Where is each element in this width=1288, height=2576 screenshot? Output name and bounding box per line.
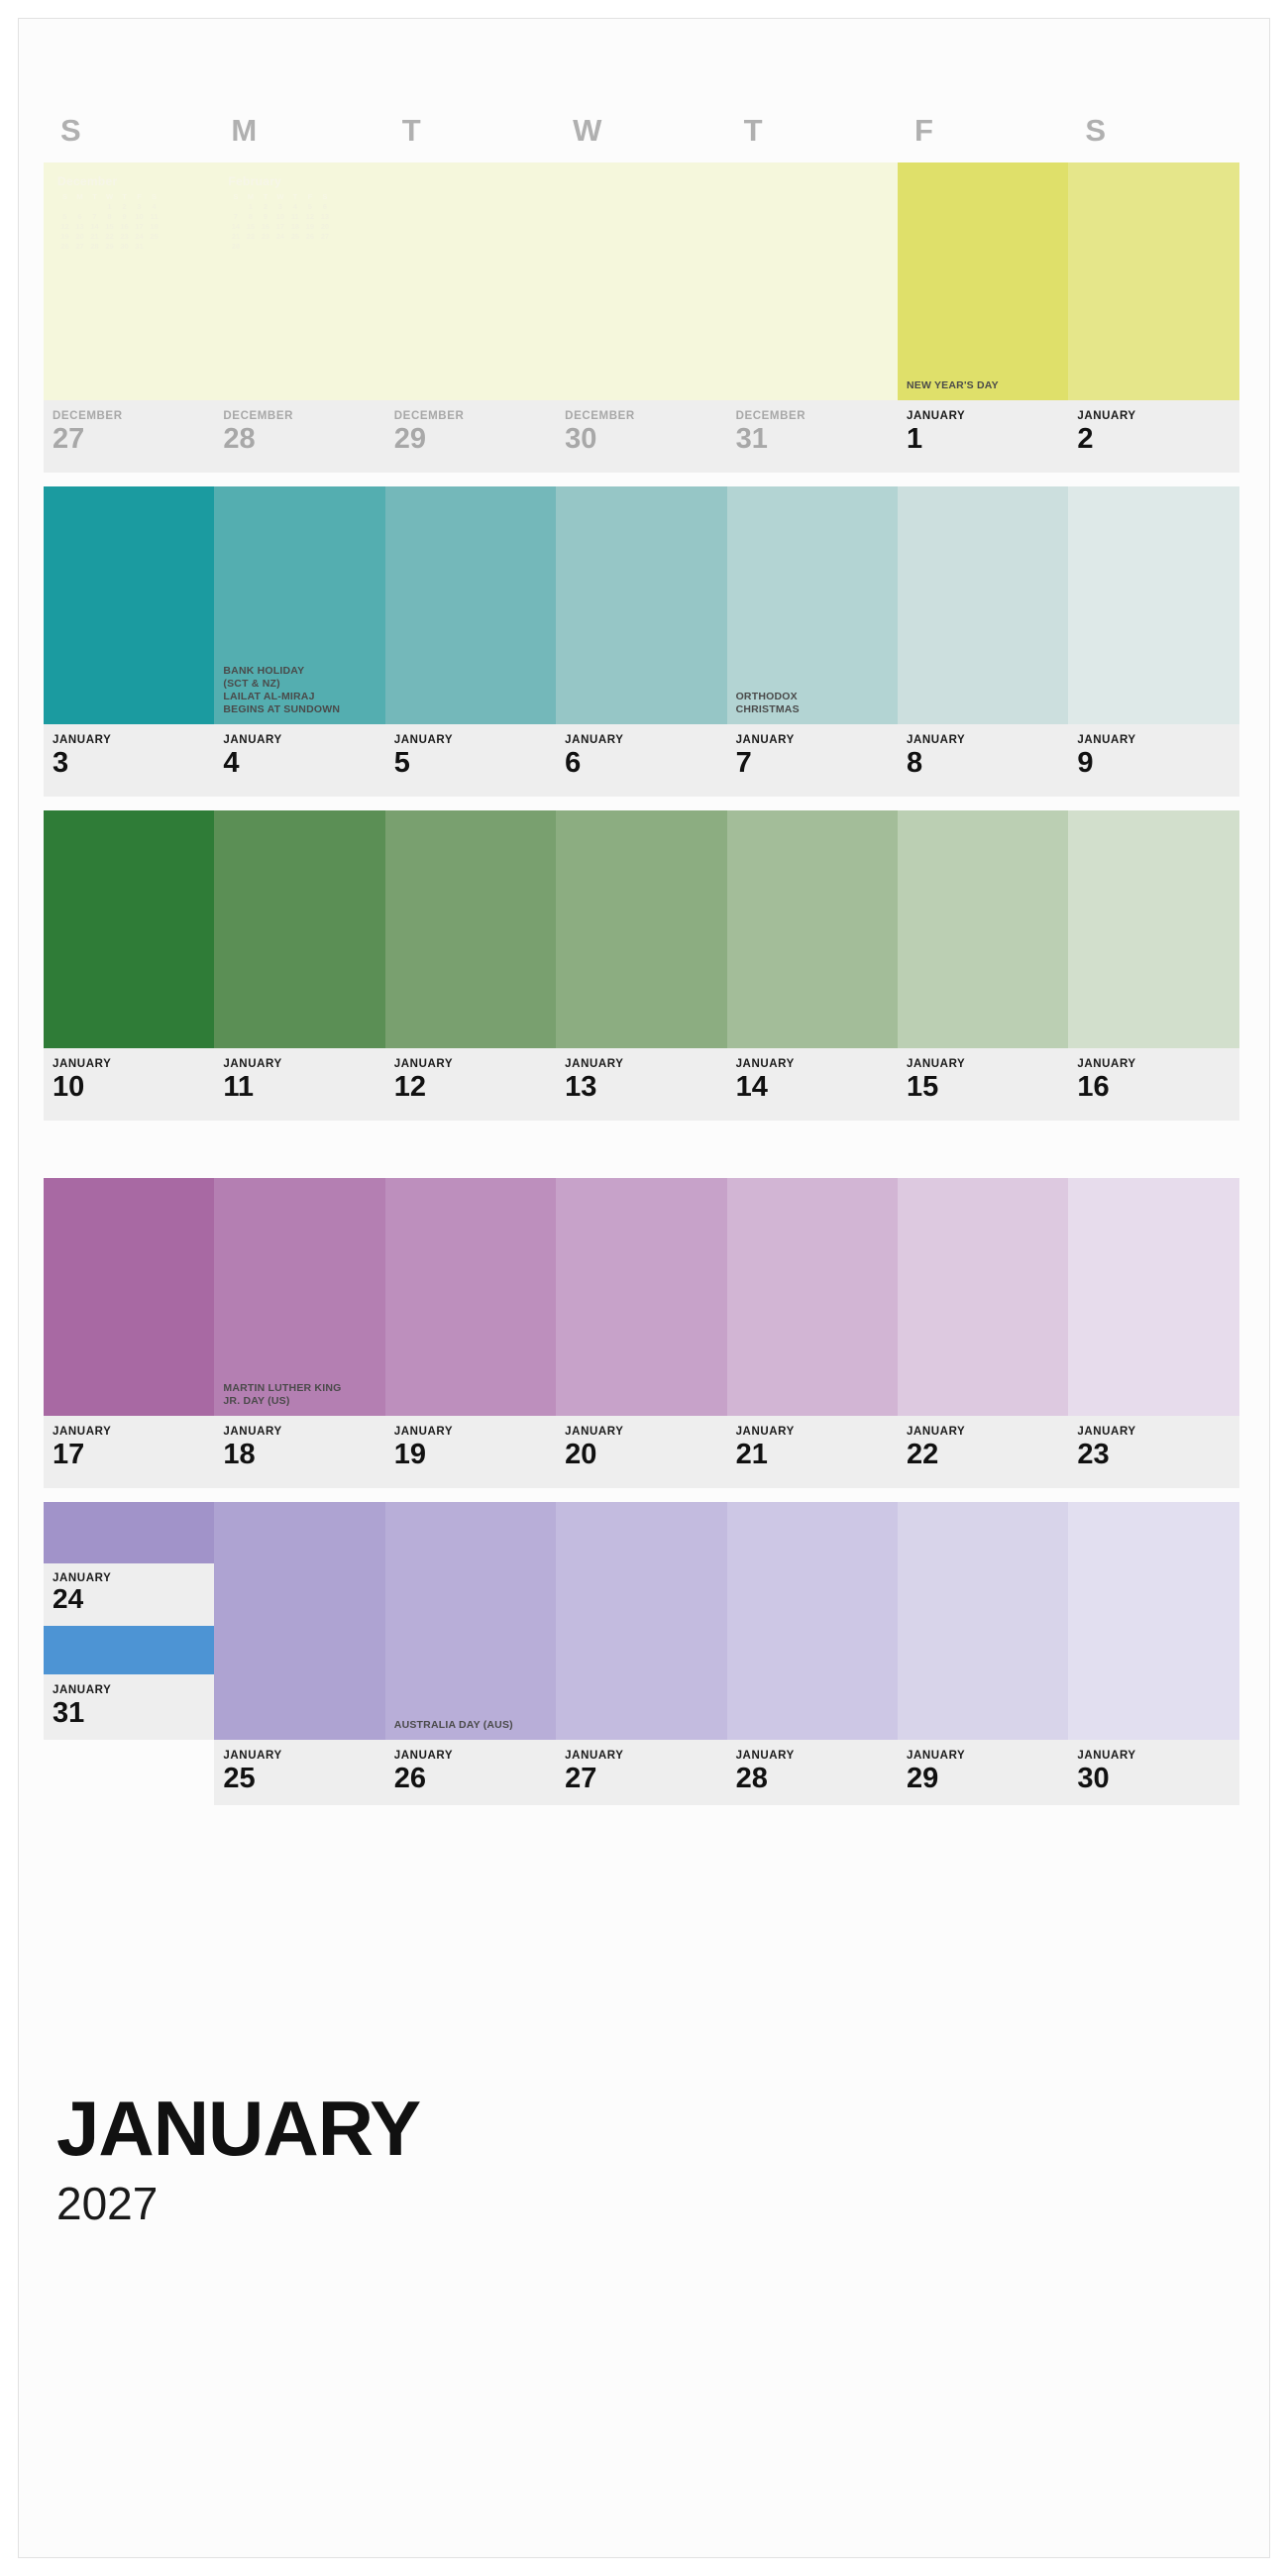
day-color-swatch bbox=[898, 1502, 1068, 1740]
calendar-week-row bbox=[44, 810, 1239, 1121]
calendar-day-cell[interactable] bbox=[556, 162, 726, 473]
mini-day: 19 bbox=[60, 232, 69, 242]
day-label bbox=[385, 1740, 556, 1805]
calendar-page bbox=[18, 18, 1270, 2558]
day-month-name: JANUARY bbox=[393, 1750, 454, 1762]
day-color-swatch bbox=[898, 162, 1068, 400]
day-event-text: ORTHODOX CHRISTMAS bbox=[735, 690, 800, 715]
day-color-swatch-31 bbox=[44, 1626, 214, 1674]
day-number: 20 bbox=[565, 1438, 597, 1470]
mini-day: 9 bbox=[122, 212, 127, 222]
day-label bbox=[44, 400, 214, 473]
mini-day: 22 bbox=[246, 232, 256, 242]
day-number: 29 bbox=[906, 1762, 939, 1794]
day-month-name: JANUARY bbox=[906, 1058, 966, 1070]
mini-day: 15 bbox=[105, 222, 114, 232]
mini-dow: T bbox=[263, 192, 268, 202]
day-number: 28 bbox=[223, 422, 256, 455]
calendar-day-cell[interactable] bbox=[214, 810, 384, 1121]
day-number: 24 bbox=[53, 1583, 84, 1614]
day-color-swatch bbox=[385, 1178, 556, 1416]
day-color-swatch bbox=[385, 162, 556, 400]
day-number: 31 bbox=[735, 422, 768, 455]
day-label bbox=[385, 1048, 556, 1121]
day-number: 10 bbox=[53, 1070, 85, 1103]
day-month-name: DECEMBER bbox=[223, 410, 294, 422]
day-number: 25 bbox=[223, 1762, 256, 1794]
day-month-name: JANUARY bbox=[735, 1426, 795, 1438]
day-color-swatch bbox=[214, 1178, 384, 1416]
month-year: 2027 bbox=[56, 2178, 159, 2229]
day-color-swatch bbox=[727, 810, 898, 1048]
mini-dow: T bbox=[92, 192, 97, 202]
day-label bbox=[214, 724, 384, 797]
day-label bbox=[214, 1416, 384, 1488]
mini-day: 21 bbox=[231, 232, 241, 242]
day-number: 30 bbox=[1077, 1762, 1110, 1794]
mini-day: 3 bbox=[277, 202, 282, 212]
day-label bbox=[1068, 400, 1238, 473]
day-number: 29 bbox=[393, 422, 427, 455]
calendar-week-row bbox=[44, 162, 1239, 473]
calendar-day-cell[interactable] bbox=[1068, 486, 1238, 797]
day-label bbox=[898, 1740, 1068, 1805]
day-number: 22 bbox=[906, 1438, 939, 1470]
calendar-day-cell[interactable] bbox=[44, 162, 214, 473]
weekday-header-0: S bbox=[60, 113, 82, 148]
day-month-name: JANUARY bbox=[906, 734, 966, 746]
day-color-swatch bbox=[1068, 1502, 1238, 1740]
mini-day: 1 bbox=[248, 202, 253, 212]
calendar-day-cell[interactable] bbox=[556, 486, 726, 797]
day-number: 2 bbox=[1077, 422, 1094, 455]
day-month-name: JANUARY bbox=[223, 1058, 282, 1070]
day-number: 12 bbox=[393, 1070, 427, 1103]
calendar-day-cell[interactable] bbox=[727, 162, 898, 473]
day-label bbox=[214, 1740, 384, 1805]
day-month-name: JANUARY bbox=[735, 734, 795, 746]
day-event-text: MARTIN LUTHER KING JR. DAY (US) bbox=[223, 1381, 342, 1407]
calendar-day-cell[interactable] bbox=[1068, 162, 1238, 473]
mini-day: 3 bbox=[137, 202, 142, 212]
day-number: 30 bbox=[565, 422, 597, 455]
day-month-name: JANUARY bbox=[53, 1426, 112, 1438]
day-color-swatch bbox=[898, 1178, 1068, 1416]
day-month-name: JANUARY bbox=[565, 734, 624, 746]
mini-day: 2 bbox=[122, 202, 127, 212]
day-color-swatch bbox=[44, 1178, 214, 1416]
mini-day: 9 bbox=[263, 212, 268, 222]
day-month-name: DECEMBER bbox=[565, 410, 635, 422]
day-color-swatch bbox=[214, 486, 384, 724]
day-number: 27 bbox=[565, 1762, 597, 1794]
mini-calendar-december bbox=[57, 174, 186, 252]
day-month-name: JANUARY bbox=[53, 1572, 112, 1584]
day-month-name: JANUARY bbox=[53, 1684, 112, 1696]
mini-day: 18 bbox=[150, 222, 159, 232]
mini-dow: S bbox=[322, 192, 328, 202]
mini-dow: S bbox=[151, 192, 157, 202]
mini-day: 18 bbox=[290, 222, 300, 232]
day-label bbox=[727, 1416, 898, 1488]
mini-calendar-february bbox=[228, 174, 357, 252]
mini-day: 17 bbox=[135, 222, 144, 232]
calendar-day-cell[interactable] bbox=[385, 1178, 556, 1488]
mini-day: 10 bbox=[275, 212, 285, 222]
mini-day: 19 bbox=[305, 222, 315, 232]
day-month-name: JANUARY bbox=[906, 410, 966, 422]
day-number: 11 bbox=[223, 1070, 255, 1103]
day-color-swatch bbox=[727, 162, 898, 400]
day-month-name: DECEMBER bbox=[735, 410, 806, 422]
day-month-name: JANUARY bbox=[565, 1426, 624, 1438]
day-month-name: JANUARY bbox=[906, 1426, 966, 1438]
mini-day bbox=[87, 202, 102, 212]
day-color-swatch bbox=[385, 1502, 556, 1740]
mini-day: 24 bbox=[135, 232, 144, 242]
calendar-grid bbox=[44, 113, 1239, 1819]
mini-dow: F bbox=[137, 192, 142, 202]
day-label bbox=[556, 400, 726, 473]
mini-dow: S bbox=[61, 192, 67, 202]
day-label bbox=[44, 1048, 214, 1121]
day-event-text: NEW YEAR'S DAY bbox=[906, 378, 999, 391]
day-month-name: JANUARY bbox=[735, 1750, 795, 1762]
day-color-swatch bbox=[214, 1502, 384, 1740]
mini-day bbox=[57, 202, 72, 212]
mini-calendar-title: February bbox=[228, 174, 282, 188]
calendar-week-row-last bbox=[44, 1502, 1239, 1805]
day-number: 4 bbox=[223, 746, 240, 779]
day-number: 5 bbox=[393, 746, 410, 779]
mini-day: 13 bbox=[75, 222, 84, 232]
day-color-swatch bbox=[1068, 1178, 1238, 1416]
day-month-name: JANUARY bbox=[393, 734, 454, 746]
mini-day bbox=[287, 242, 302, 252]
day-month-name: JANUARY bbox=[565, 1058, 624, 1070]
calendar-day-cell[interactable] bbox=[727, 810, 898, 1121]
day-month-name: JANUARY bbox=[735, 1058, 795, 1070]
mini-day: 23 bbox=[120, 232, 129, 242]
mini-day bbox=[147, 242, 161, 252]
day-color-swatch bbox=[556, 162, 726, 400]
month-footer bbox=[56, 2085, 421, 2229]
mini-day: 5 bbox=[307, 202, 312, 212]
day-color-swatch bbox=[214, 810, 384, 1048]
mini-day bbox=[258, 242, 272, 252]
calendar-day-cell[interactable] bbox=[214, 1502, 384, 1805]
day-color-swatch bbox=[385, 486, 556, 724]
calendar-week-row bbox=[44, 1178, 1239, 1488]
day-month-name: JANUARY bbox=[906, 1750, 966, 1762]
calendar-day-cell[interactable] bbox=[898, 486, 1068, 797]
calendar-day-cell[interactable] bbox=[727, 486, 898, 797]
mini-day: 8 bbox=[107, 212, 112, 222]
day-number: 18 bbox=[223, 1438, 256, 1470]
calendar-day-cell[interactable] bbox=[385, 162, 556, 473]
weekday-header-6: S bbox=[1085, 113, 1107, 148]
day-number: 21 bbox=[735, 1438, 768, 1470]
mini-day: 4 bbox=[152, 202, 157, 212]
day-label bbox=[556, 1416, 726, 1488]
day-label bbox=[1068, 1416, 1238, 1488]
mini-dow: M bbox=[247, 192, 255, 202]
calendar-weeks bbox=[44, 162, 1239, 1805]
day-month-name: DECEMBER bbox=[53, 410, 123, 422]
day-label bbox=[898, 724, 1068, 797]
day-label bbox=[727, 400, 898, 473]
mini-day: 10 bbox=[135, 212, 144, 222]
day-label bbox=[556, 724, 726, 797]
day-label bbox=[1068, 724, 1238, 797]
mini-day: 25 bbox=[150, 232, 159, 242]
mini-day: 30 bbox=[120, 242, 129, 252]
mini-day: 27 bbox=[320, 232, 330, 242]
day-month-name: JANUARY bbox=[565, 1750, 624, 1762]
mini-day: 15 bbox=[246, 222, 256, 232]
mini-dow: S bbox=[233, 192, 239, 202]
mini-dow: T bbox=[292, 192, 298, 202]
mini-day bbox=[272, 242, 287, 252]
weekday-header-1: M bbox=[231, 113, 258, 148]
calendar-day-cell[interactable] bbox=[214, 1178, 384, 1488]
weekday-header-5: F bbox=[913, 113, 934, 148]
day-month-name: JANUARY bbox=[53, 734, 112, 746]
weekday-header-2: T bbox=[401, 113, 422, 148]
day-label-24 bbox=[44, 1563, 214, 1626]
day-label bbox=[556, 1740, 726, 1805]
day-label bbox=[727, 1048, 898, 1121]
mini-dow: W bbox=[276, 192, 284, 202]
calendar-day-cell[interactable] bbox=[727, 1178, 898, 1488]
day-color-swatch bbox=[1068, 810, 1238, 1048]
day-color-swatch bbox=[556, 1502, 726, 1740]
day-month-name: DECEMBER bbox=[393, 410, 465, 422]
mini-day: 13 bbox=[320, 212, 330, 222]
mini-day: 31 bbox=[135, 242, 144, 252]
mini-day: 20 bbox=[75, 232, 84, 242]
day-label bbox=[898, 400, 1068, 473]
day-number: 9 bbox=[1077, 746, 1094, 779]
mini-day: 26 bbox=[60, 242, 69, 252]
mini-day: 12 bbox=[305, 212, 315, 222]
calendar-day-cell[interactable] bbox=[727, 1502, 898, 1805]
day-label bbox=[898, 1416, 1068, 1488]
mini-day: 2 bbox=[263, 202, 268, 212]
calendar-day-cell[interactable] bbox=[385, 810, 556, 1121]
day-color-swatch bbox=[727, 1502, 898, 1740]
calendar-day-cell[interactable] bbox=[898, 810, 1068, 1121]
calendar-day-cell[interactable] bbox=[898, 1178, 1068, 1488]
day-number: 7 bbox=[735, 746, 752, 779]
calendar-day-cell[interactable] bbox=[214, 486, 384, 797]
mini-day: 7 bbox=[92, 212, 97, 222]
mini-day: 11 bbox=[290, 212, 299, 222]
day-color-swatch bbox=[727, 486, 898, 724]
mini-day: 23 bbox=[261, 232, 270, 242]
day-month-name: JANUARY bbox=[1077, 734, 1136, 746]
day-label bbox=[44, 1416, 214, 1488]
weekday-header-4: T bbox=[743, 113, 763, 148]
day-number: 3 bbox=[53, 746, 69, 779]
day-label-31 bbox=[44, 1674, 214, 1740]
day-label bbox=[385, 724, 556, 797]
mini-day: 21 bbox=[90, 232, 99, 242]
calendar-day-cell[interactable] bbox=[44, 486, 214, 797]
calendar-day-cell[interactable] bbox=[1068, 810, 1238, 1121]
day-label bbox=[727, 1740, 898, 1805]
calendar-day-cell[interactable] bbox=[1068, 1178, 1238, 1488]
calendar-day-cell[interactable] bbox=[556, 810, 726, 1121]
mini-day: 6 bbox=[77, 212, 82, 222]
day-color-swatch bbox=[556, 486, 726, 724]
day-number: 26 bbox=[393, 1762, 427, 1794]
day-month-name: JANUARY bbox=[53, 1058, 112, 1070]
mini-day: 16 bbox=[120, 222, 129, 232]
day-label bbox=[556, 1048, 726, 1121]
calendar-day-cell[interactable] bbox=[44, 1178, 214, 1488]
mini-day: 27 bbox=[75, 242, 84, 252]
mini-day: 14 bbox=[231, 222, 241, 232]
day-month-name: JANUARY bbox=[1077, 1426, 1136, 1438]
mini-calendar-title: December bbox=[57, 174, 118, 188]
day-month-name: JANUARY bbox=[223, 734, 282, 746]
day-label bbox=[214, 400, 384, 473]
day-number: 8 bbox=[906, 746, 923, 779]
mini-day bbox=[317, 242, 332, 252]
calendar-day-cell-split[interactable] bbox=[44, 1502, 214, 1805]
weekday-header-row bbox=[44, 113, 1239, 149]
day-color-swatch bbox=[1068, 486, 1238, 724]
mini-day: 22 bbox=[105, 232, 114, 242]
day-month-name: JANUARY bbox=[1077, 410, 1136, 422]
calendar-day-cell[interactable] bbox=[898, 162, 1068, 473]
mini-day: 14 bbox=[90, 222, 99, 232]
mini-dow: W bbox=[105, 192, 114, 202]
month-name: JANUARY bbox=[56, 2085, 421, 2172]
day-color-swatch bbox=[1068, 162, 1238, 400]
day-label bbox=[1068, 1048, 1238, 1121]
calendar-day-cell[interactable] bbox=[1068, 1502, 1238, 1805]
calendar-day-cell[interactable] bbox=[385, 486, 556, 797]
day-number: 14 bbox=[735, 1070, 768, 1103]
mini-day: 17 bbox=[275, 222, 285, 232]
mini-day: 7 bbox=[233, 212, 238, 222]
day-label bbox=[385, 1416, 556, 1488]
day-event-text: AUSTRALIA DAY (AUS) bbox=[393, 1718, 513, 1731]
day-number: 13 bbox=[565, 1070, 597, 1103]
mini-day: 25 bbox=[290, 232, 300, 242]
day-label bbox=[898, 1048, 1068, 1121]
day-color-swatch bbox=[727, 1178, 898, 1416]
day-month-name: JANUARY bbox=[223, 1750, 282, 1762]
calendar-day-cell[interactable] bbox=[385, 1502, 556, 1805]
mini-calendar-table bbox=[57, 192, 161, 252]
mini-calendar-table bbox=[228, 192, 332, 252]
calendar-day-cell[interactable] bbox=[556, 1178, 726, 1488]
day-color-swatch bbox=[44, 162, 214, 400]
calendar-week-row bbox=[44, 486, 1239, 797]
day-label bbox=[44, 724, 214, 797]
day-month-name: JANUARY bbox=[1077, 1750, 1136, 1762]
day-number: 31 bbox=[53, 1696, 85, 1729]
mini-day: 6 bbox=[322, 202, 327, 212]
calendar-day-cell[interactable] bbox=[898, 1502, 1068, 1805]
calendar-day-cell[interactable] bbox=[556, 1502, 726, 1805]
day-number: 19 bbox=[393, 1438, 427, 1470]
mini-day: 29 bbox=[105, 242, 114, 252]
day-month-name: JANUARY bbox=[393, 1426, 454, 1438]
mini-day: 16 bbox=[261, 222, 270, 232]
day-color-swatch bbox=[44, 810, 214, 1048]
day-color-swatch bbox=[385, 810, 556, 1048]
mini-day: 5 bbox=[62, 212, 67, 222]
mini-day: 12 bbox=[60, 222, 69, 232]
day-label bbox=[1068, 1740, 1238, 1805]
day-month-name: JANUARY bbox=[393, 1058, 454, 1070]
day-label bbox=[214, 1048, 384, 1121]
mini-day bbox=[243, 242, 258, 252]
day-event-text: BANK HOLIDAY (SCT & NZ) LAILAT AL-MIRAJ BEGINS AT SUNDOWN bbox=[223, 664, 341, 715]
calendar-day-cell[interactable] bbox=[214, 162, 384, 473]
day-label bbox=[385, 400, 556, 473]
day-number: 17 bbox=[53, 1438, 85, 1470]
mini-day: 28 bbox=[231, 242, 241, 252]
day-color-swatch bbox=[898, 810, 1068, 1048]
day-number: 23 bbox=[1077, 1438, 1110, 1470]
day-number: 6 bbox=[565, 746, 582, 779]
mini-day: 4 bbox=[292, 202, 297, 212]
day-month-name: JANUARY bbox=[223, 1426, 282, 1438]
mini-day: 8 bbox=[248, 212, 253, 222]
day-color-swatch bbox=[44, 486, 214, 724]
mini-day: 26 bbox=[305, 232, 315, 242]
day-color-swatch bbox=[214, 162, 384, 400]
mini-day: 1 bbox=[107, 202, 112, 212]
calendar-day-cell[interactable] bbox=[44, 810, 214, 1121]
day-number: 27 bbox=[53, 422, 85, 455]
day-color-swatch-24 bbox=[44, 1502, 214, 1563]
mini-day bbox=[228, 202, 243, 212]
weekday-header-3: W bbox=[573, 113, 602, 148]
day-number: 16 bbox=[1077, 1070, 1110, 1103]
mini-day: 24 bbox=[275, 232, 285, 242]
day-color-swatch bbox=[556, 810, 726, 1048]
day-color-swatch bbox=[898, 486, 1068, 724]
mini-dow: M bbox=[76, 192, 83, 202]
day-month-name: JANUARY bbox=[1077, 1058, 1136, 1070]
mini-day bbox=[302, 242, 317, 252]
mini-dow: F bbox=[307, 192, 313, 202]
day-color-swatch bbox=[556, 1178, 726, 1416]
mini-day: 11 bbox=[150, 212, 159, 222]
mini-day bbox=[72, 202, 87, 212]
day-number: 15 bbox=[906, 1070, 939, 1103]
mini-dow: T bbox=[122, 192, 127, 202]
day-label bbox=[727, 724, 898, 797]
mini-day: 28 bbox=[90, 242, 99, 252]
mini-day: 20 bbox=[320, 222, 330, 232]
day-number: 1 bbox=[906, 422, 923, 455]
day-number: 28 bbox=[735, 1762, 768, 1794]
